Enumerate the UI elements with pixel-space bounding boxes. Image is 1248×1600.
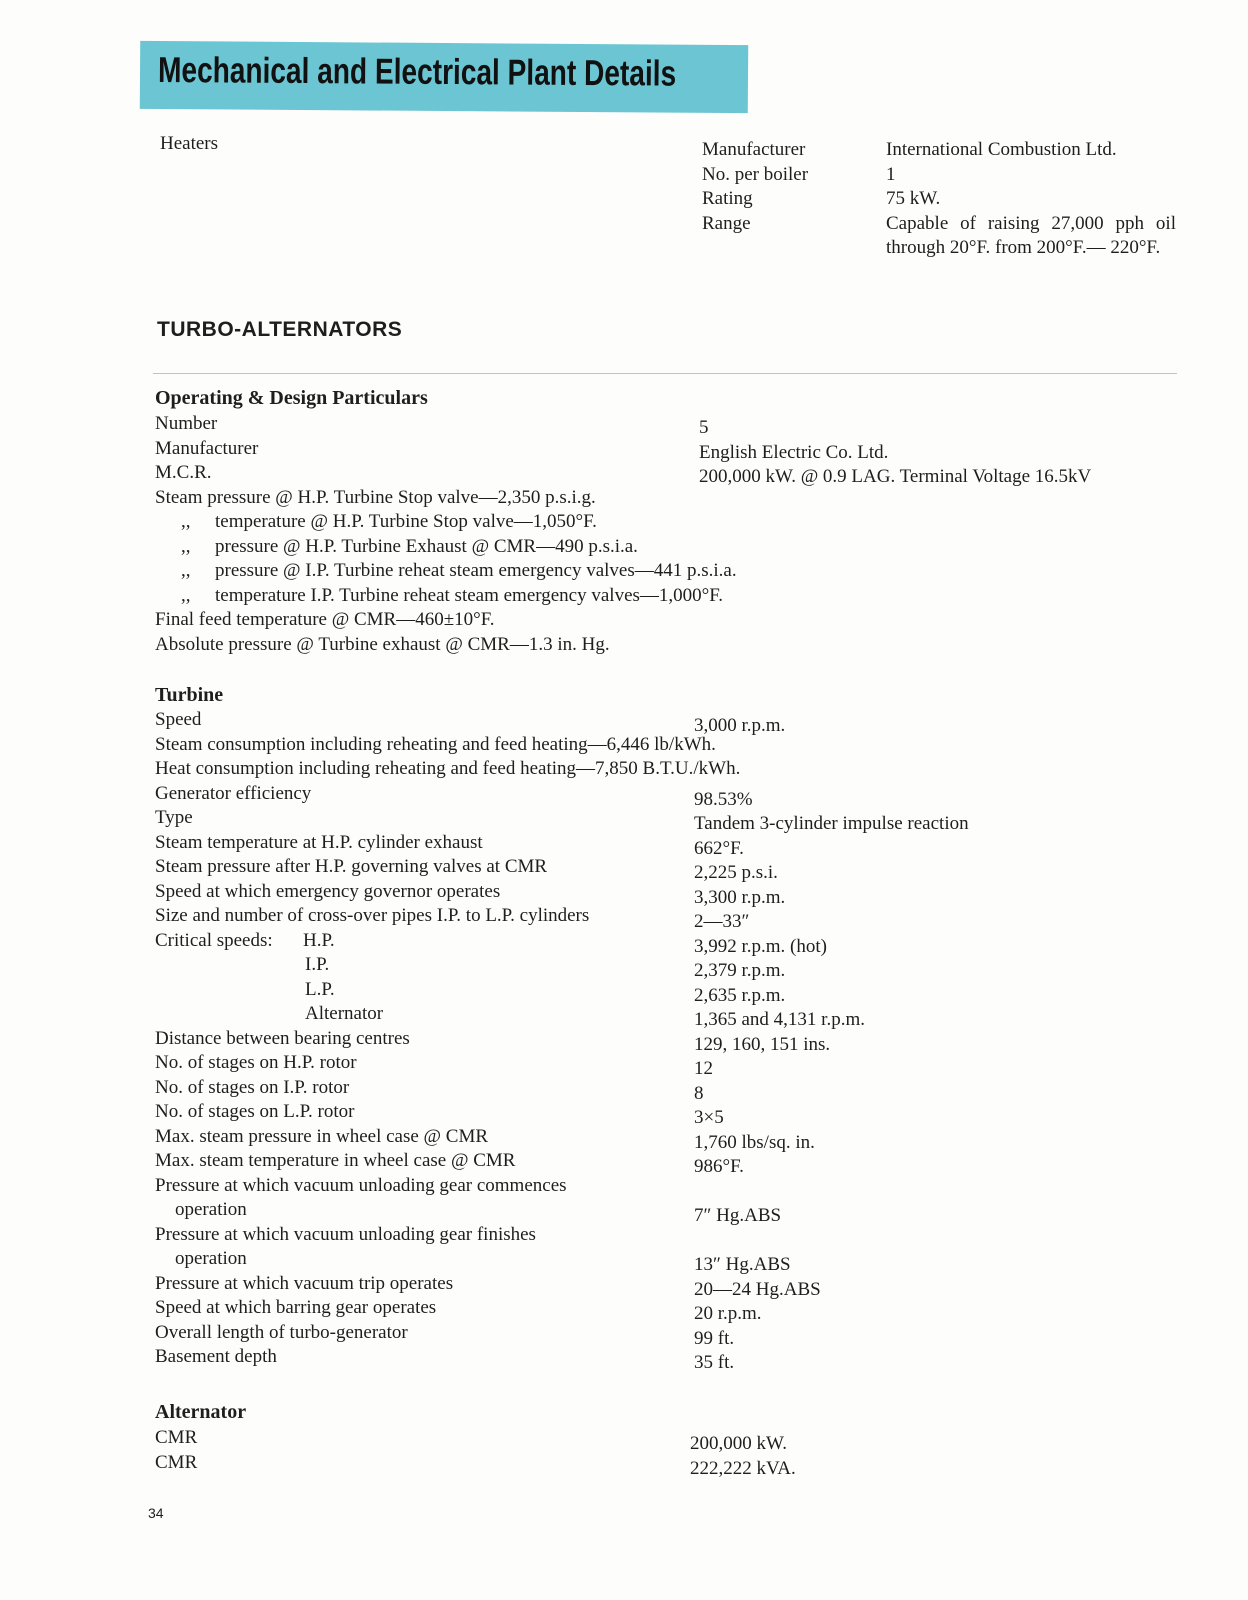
operating-key: Number (155, 413, 218, 434)
operating-line-text: pressure @ I.P. Turbine reheat steam emergency valves—441 p.s.i.a. (215, 560, 737, 581)
turbine-key: Speed at which emergency governor operates (155, 880, 501, 902)
turbine-key: No. of stages on L.P. rotor (155, 1101, 355, 1122)
turbine-value: 13″ Hg.ABS (694, 1254, 791, 1275)
turbine-line: Steam consumption including reheating and feed heating—6,446 lb/kWh. (155, 733, 716, 755)
section-divider (153, 373, 1177, 374)
turbine-key: operation (175, 1248, 247, 1269)
turbine-value: 3,000 r.p.m. (694, 715, 786, 736)
turbine-key: Generator efficiency (155, 782, 312, 804)
section-title: TURBO-ALTERNATORS (157, 318, 403, 341)
operating-line-text: temperature @ H.P. Turbine Stop valve—1,050°F. (215, 511, 597, 532)
alternator-section (155, 1398, 246, 1475)
turbine-key: Speed (155, 709, 202, 730)
turbine-value: 3×5 (694, 1107, 724, 1128)
turbine-line: Heat consumption including reheating and feed heating—7,850 B.T.U./kWh. (155, 758, 741, 779)
ditto-mark: ,, (181, 535, 191, 557)
ditto-mark: ,, (181, 560, 191, 581)
turbine-value: 7″ Hg.ABS (694, 1205, 782, 1226)
turbine-values (694, 714, 969, 1376)
turbine-value: 8 (694, 1082, 704, 1104)
spacer (694, 763, 969, 788)
turbine-key: Max. steam temperature in wheel case @ CMR (155, 1150, 516, 1171)
heaters-label: Heaters (160, 133, 219, 154)
operating-key: Manufacturer (155, 437, 259, 459)
operating-key: M.C.R. (155, 462, 212, 483)
turbine-key: Speed at which barring gear operates (155, 1297, 437, 1318)
critical-speed-value: 1,365 and 4,131 r.p.m. (694, 1009, 865, 1030)
heaters-keys (702, 138, 808, 236)
turbine-value: 662°F. (694, 837, 744, 859)
critical-speed-value: 2,379 r.p.m. (694, 960, 786, 981)
heaters-range-value: Capable of raising 27,000 pph oil through 20°F. from 200°F.— 220°F. (886, 212, 1176, 258)
critical-speed-value: 3,992 r.p.m. (hot) (694, 935, 827, 957)
critical-speeds-row (155, 929, 740, 954)
alternator-values (690, 1432, 796, 1481)
spacer (694, 1229, 969, 1254)
heaters-key: Range (702, 212, 751, 234)
critical-speed-key: I.P. (305, 954, 330, 975)
turbine-key: Distance between bearing centres (155, 1027, 410, 1049)
heaters-value: 75 kW. (886, 188, 941, 209)
turbine-key: Steam temperature at H.P. cylinder exhaust (155, 831, 483, 853)
turbine-key: Basement depth (155, 1346, 277, 1367)
turbine-value: 20 r.p.m. (694, 1303, 762, 1324)
turbine-value: 129, 160, 151 ins. (694, 1033, 831, 1055)
turbine-key: Max. steam pressure in wheel case @ CMR (155, 1125, 489, 1147)
turbine-key: Type (155, 807, 193, 828)
turbine-value: 98.53% (694, 788, 753, 810)
turbine-value: 986°F. (694, 1156, 744, 1177)
turbine-key: Pressure at which vacuum unloading gear commences (155, 1174, 567, 1196)
operating-line: Steam pressure @ H.P. Turbine Stop valve—2,350 p.s.i.g. (155, 486, 596, 508)
page-title: Mechanical and Electrical Plant Details (157, 49, 677, 94)
turbine-key: Size and number of cross-over pipes I.P. to L.P. cylinders (155, 905, 590, 926)
heaters-key: Manufacturer (702, 139, 806, 160)
alternator-value: 222,222 kVA. (690, 1457, 796, 1479)
operating-line: Absolute pressure @ Turbine exhaust @ CMR—1.3 in. Hg. (155, 633, 610, 655)
turbine-value: 2—33″ (694, 911, 750, 932)
operating-value: 200,000 kW. @ 0.9 LAG. Terminal Voltage 16.5kV (699, 466, 1092, 487)
operating-heading: Operating & Design Particulars (155, 387, 428, 409)
operating-line (155, 510, 737, 535)
operating-line: Final feed temperature @ CMR—460±10°F. (155, 609, 495, 630)
turbine-value: 2,225 p.s.i. (694, 862, 778, 883)
alternator-key: CMR (155, 1451, 198, 1473)
operating-line-text: pressure @ H.P. Turbine Exhaust @ CMR—490 p.s.i.a. (215, 535, 638, 557)
turbine-value: 35 ft. (694, 1352, 735, 1373)
turbine-key: Overall length of turbo-generator (155, 1321, 408, 1343)
turbine-value: 1,760 lbs/sq. in. (694, 1131, 815, 1153)
operating-section (155, 384, 737, 657)
turbine-key: No. of stages on H.P. rotor (155, 1052, 357, 1073)
critical-speed-key: Alternator (305, 1003, 384, 1024)
turbine-value: 99 ft. (694, 1327, 735, 1349)
spacer (694, 739, 969, 764)
spacer (694, 1180, 969, 1205)
heaters-key: No. per boiler (702, 163, 809, 185)
turbine-key: Pressure at which vacuum unloading gear finishes (155, 1223, 536, 1245)
heaters-value: 1 (886, 163, 896, 185)
turbine-heading: Turbine (155, 684, 224, 706)
critical-speed-value: 2,635 r.p.m. (694, 984, 786, 1006)
turbine-value: Tandem 3-cylinder impulse reaction (694, 813, 969, 834)
turbine-key: No. of stages on I.P. rotor (155, 1076, 350, 1098)
alternator-key: CMR (155, 1427, 198, 1448)
turbine-section (155, 682, 740, 1370)
operating-line-text: temperature I.P. Turbine reheat steam emergency valves—1,000°F. (215, 584, 724, 606)
title-banner (140, 41, 748, 113)
heaters-values (886, 138, 1176, 261)
operating-value: English Electric Co. Ltd. (699, 441, 889, 463)
operating-value: 5 (699, 417, 709, 438)
turbine-key: Pressure at which vacuum trip operates (155, 1272, 454, 1294)
critical-speed-key: L.P. (305, 978, 335, 1000)
operating-line (155, 559, 737, 584)
turbine-value: 12 (694, 1058, 713, 1079)
ditto-mark: ,, (181, 584, 191, 606)
turbine-value: 3,300 r.p.m. (694, 886, 786, 908)
heaters-value: International Combustion Ltd. (886, 139, 1117, 160)
critical-speeds-label: Critical speeds: (155, 929, 273, 951)
operating-line (155, 535, 737, 560)
ditto-mark: ,, (181, 511, 191, 532)
alternator-value: 200,000 kW. (690, 1433, 787, 1454)
operating-values (699, 416, 1091, 490)
page-number: 34 (148, 1505, 164, 1521)
turbine-key: operation (175, 1199, 247, 1220)
critical-speed-key: H.P. (303, 929, 335, 951)
operating-line (155, 584, 737, 609)
alternator-heading: Alternator (155, 1401, 247, 1423)
turbine-value: 20—24 Hg.ABS (694, 1278, 821, 1300)
heaters-key: Rating (702, 188, 753, 209)
turbine-key: Steam pressure after H.P. governing valves at CMR (155, 856, 548, 877)
